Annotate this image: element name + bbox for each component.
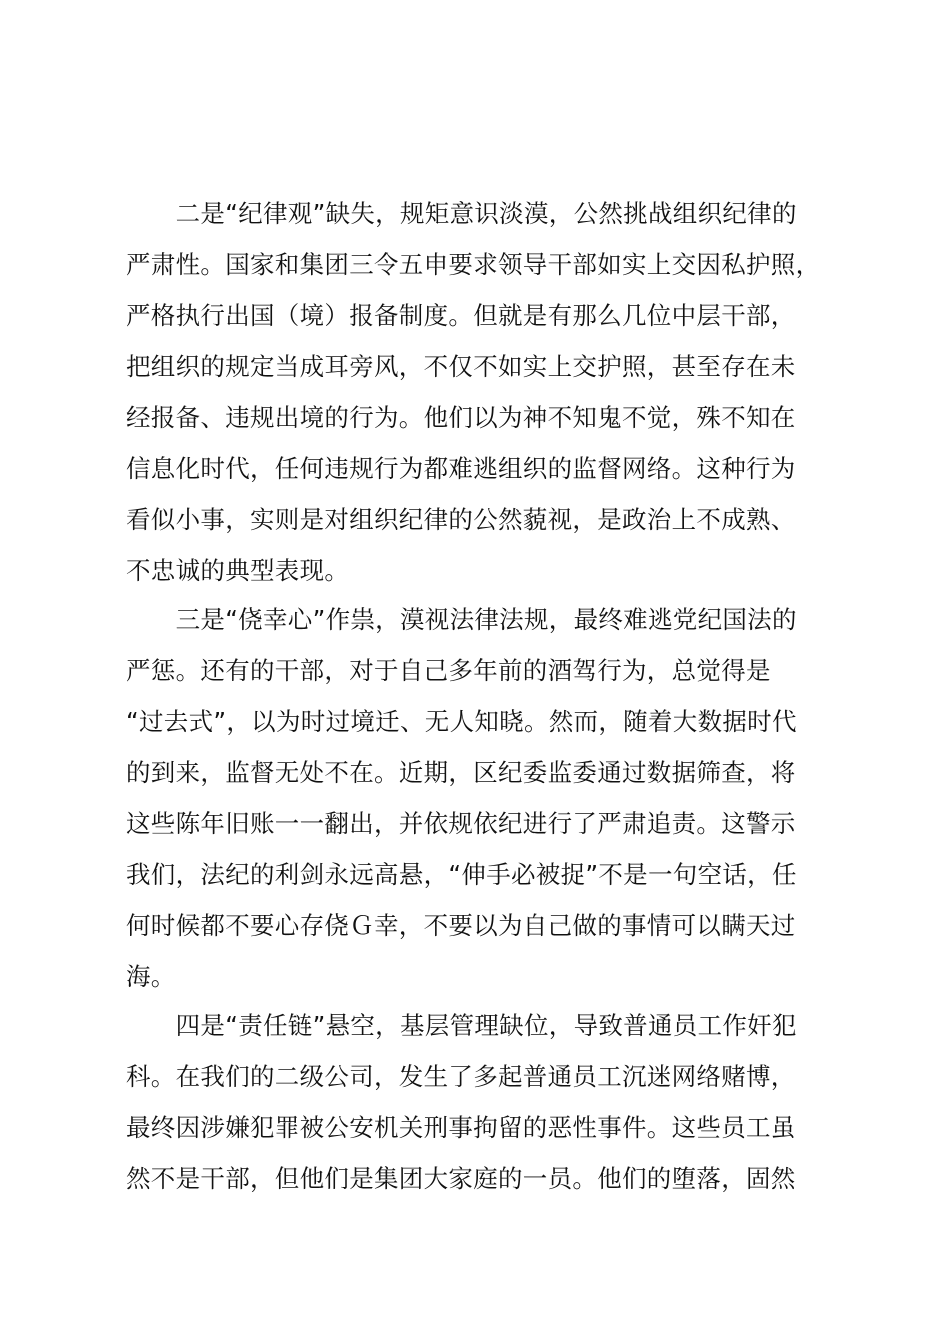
text-line: 把组织的规定当成耳旁风，不仅不如实上交护照，甚至存在未 (126, 352, 796, 381)
text-line: 何时候都不要心存侥Ｇ幸，不要以为自己做的事情可以瞒天过 (126, 911, 796, 940)
text-line: 经报备、违规出境的行为。他们以为神不知鬼不觉，殊不知在 (126, 403, 796, 432)
text-line: 三是“侥幸心”作祟，漠视法律法规，最终难逃党纪国法的 (126, 605, 797, 634)
text-line: 看似小事，实则是对组织纪律的公然藐视，是政治上不成熟、 (126, 505, 796, 534)
text-line: 科。在我们的二级公司，发生了多起普通员工沉迷网络赌博， (126, 1062, 796, 1091)
text-line: 严肃性。国家和集团三令五申要求领导干部如实上交因私护照， (126, 250, 821, 279)
text-line: “过去式”，以为时过境迁、无人知晓。然而，随着大数据时代 (126, 707, 797, 736)
text-line: 我们，法纪的利剑永远高悬，“伸手必被捉”不是一句空话，任 (126, 860, 797, 889)
text-line: 最终因涉嫌犯罪被公安机关刑事拘留的恶性事件。这些员工虽 (126, 1113, 796, 1142)
text-line: 然不是干部，但他们是集团大家庭的一员。他们的堕落，固然 (126, 1164, 796, 1193)
text-line: 的到来，监督无处不在。近期，区纪委监委通过数据筛查，将 (126, 758, 796, 787)
text-line: 这些陈年旧账一一翻出，并依规依纪进行了严肃追责。这警示 (126, 809, 796, 838)
paragraph-luck-mentality (126, 594, 826, 1002)
paragraph-responsibility-chain (126, 1000, 826, 1204)
text-line: 海。 (126, 962, 176, 991)
text-line: 二是“纪律观”缺失，规矩意识淡漠，公然挑战组织纪律的 (126, 199, 797, 228)
paragraph-discipline (126, 188, 826, 596)
text-line: 信息化时代，任何违规行为都难逃组织的监督网络。这种行为 (126, 454, 796, 483)
text-line: 四是“责任链”悬空，基层管理缺位，导致普通员工作奸犯 (126, 1011, 797, 1040)
text-line: 不忠诚的典型表现。 (126, 556, 350, 585)
text-line: 严惩。还有的干部，对于自己多年前的酒驾行为，总觉得是 (126, 656, 771, 685)
text-line: 严格执行出国（境）报备制度。但就是有那么几位中层干部， (126, 301, 796, 330)
